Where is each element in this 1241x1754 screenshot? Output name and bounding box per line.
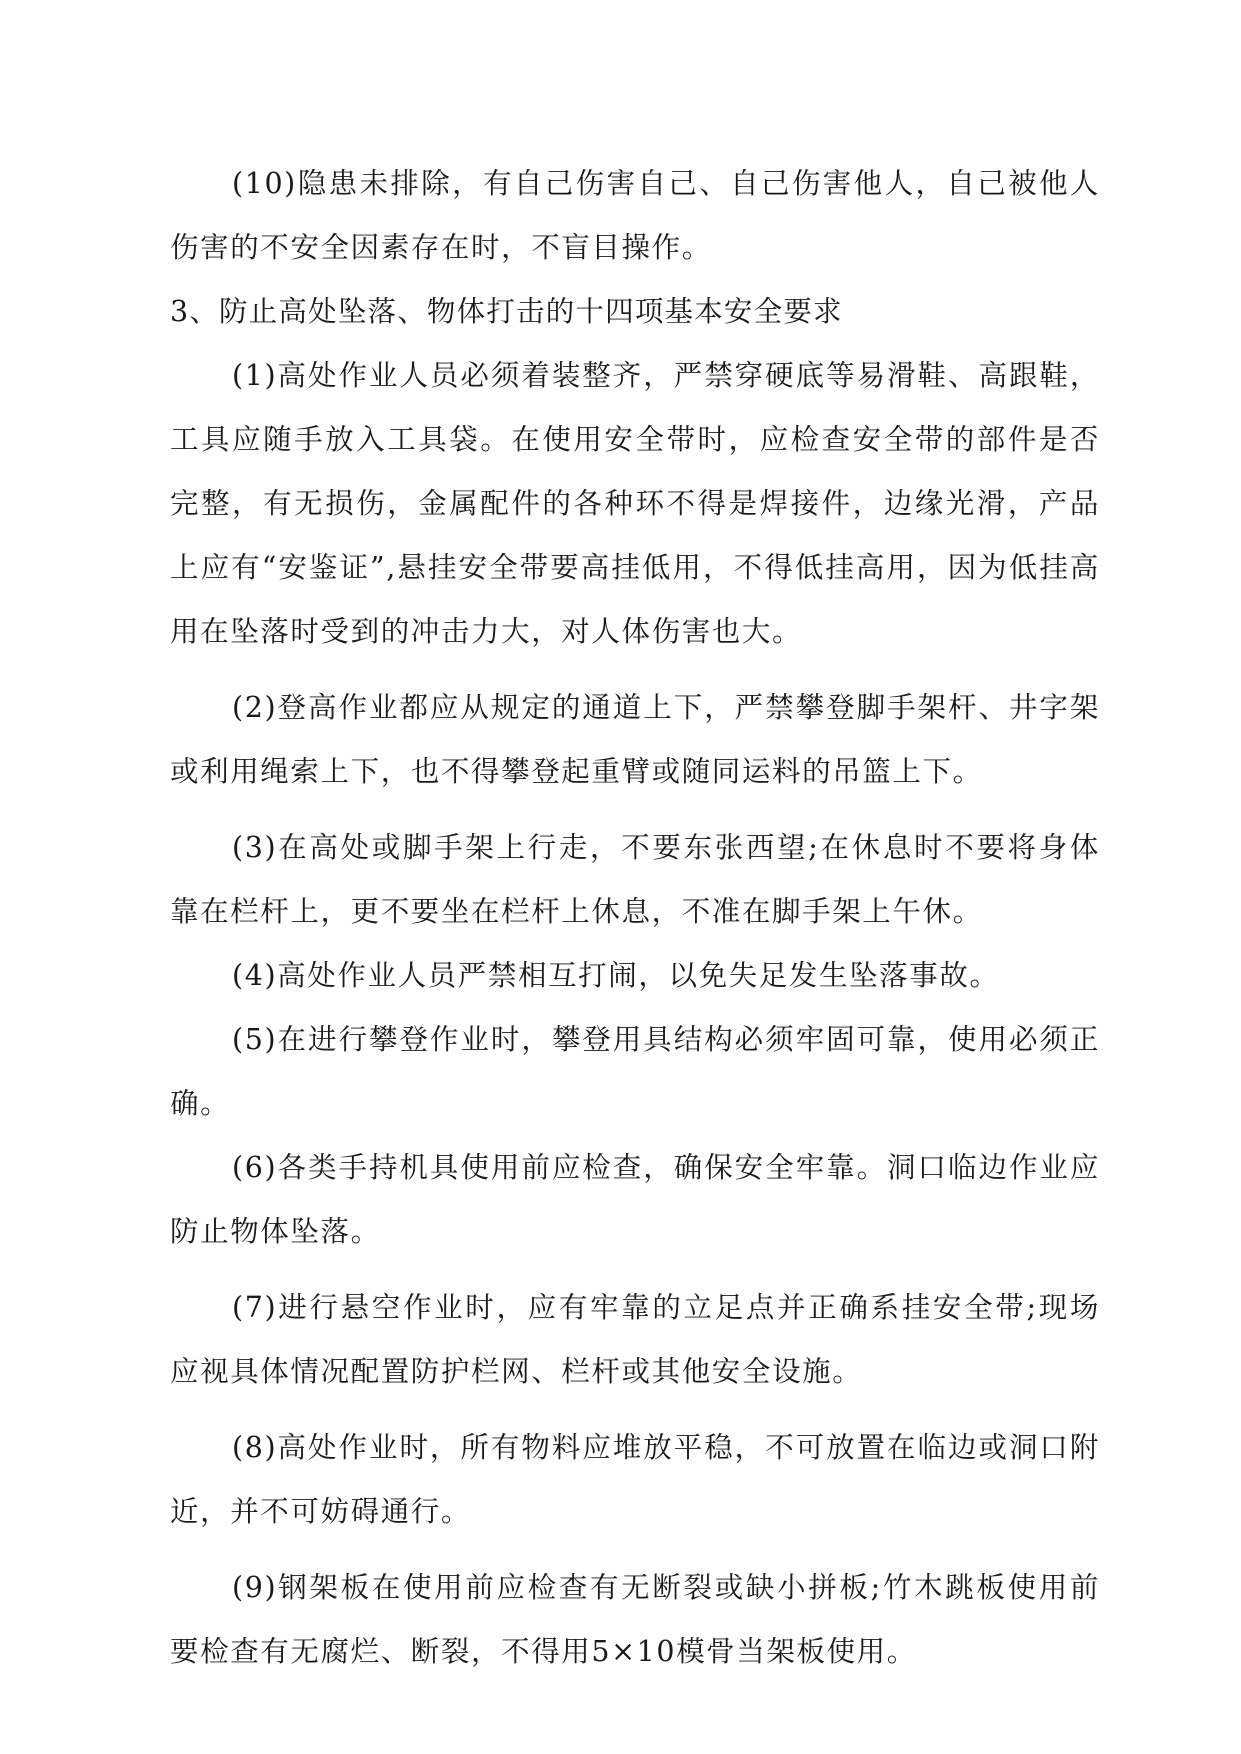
paragraph-item-4: (4)高处作业人员严禁相互打闹，以免失足发生坠落事故。 xyxy=(232,959,1000,992)
paragraph-item-5: (5)在进行攀登作业时，攀登用具结构必须牢固可靠，使用必须正确。 xyxy=(170,1023,1100,1120)
document-body xyxy=(170,152,1100,1684)
paragraph-item-7: (7)进行悬空作业时，应有牢靠的立足点并正确系挂安全带;现场应视具体情况配置防护栏网、栏杆或其他安全设施。 xyxy=(170,1291,1100,1388)
paragraph-item-8: (8)高处作业时，所有物料应堆放平稳，不可放置在临边或洞口附近，并不可妨碍通行。 xyxy=(170,1431,1100,1528)
section-heading-3: 3、防止高处坠落、物体打击的十四项基本安全要求 xyxy=(170,295,843,328)
paragraph-item-6: (6)各类手持机具使用前应检查，确保安全牢靠。洞口临边作业应防止物体坠落。 xyxy=(170,1151,1100,1248)
paragraph-item-3: (3)在高处或脚手架上行走，不要东张西望;在休息时不要将身体靠在栏杆上，更不要坐在栏杆上休息，不准在脚手架上午休。 xyxy=(170,831,1100,928)
paragraph-item-2: (2)登高作业都应从规定的通道上下，严禁攀登脚手架杆、井字架或利用绳索上下，也不得攀登起重臂或随同运料的吊篮上下。 xyxy=(170,691,1100,788)
paragraph-item-10: (10)隐患未排除，有自己伤害自己、自己伤害他人，自己被他人伤害的不安全因素存在时，不盲目操作。 xyxy=(170,167,1100,264)
paragraph-item-9: (9)钢架板在使用前应检查有无断裂或缺小拼板;竹木跳板使用前要检查有无腐烂、断裂，不得用5×10模骨当架板使用。 xyxy=(170,1571,1100,1668)
paragraph-item-1: (1)高处作业人员必须着装整齐，严禁穿硬底等易滑鞋、高跟鞋，工具应随手放入工具袋。在使用安全带时，应检查安全带的部件是否完整，有无损伤，金属配件的各种环不得是焊接件，边缘光滑，产品上应有“安鉴证”,悬挂安全带要高挂低用，不得低挂高用，因为低挂高用在坠落时受到的冲击力大，对人体伤害也大。 xyxy=(170,359,1100,648)
